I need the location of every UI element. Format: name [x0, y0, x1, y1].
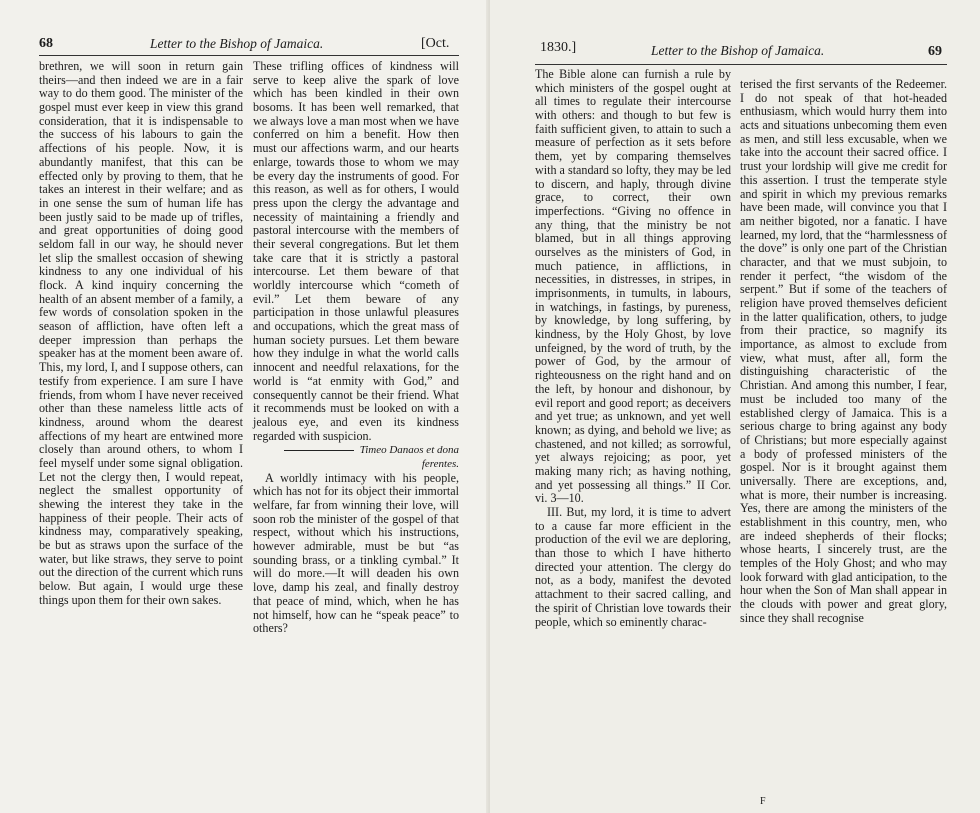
- header-rule: [39, 55, 459, 56]
- quote-text: Timeo Danaos et dona ferentes.: [359, 444, 459, 470]
- paragraph: terised the first servants of the Redeemer. I do not speak of that hot-headed enthusiasm, which would hurry them into acts and situations unbecoming them even as men, and still less excusable, when we take into the account their sacred office. I trust your lordship will give me credit for this assertion. I trust the temperate style and spirit in which my previous remarks have been made, will convince you that I am neither bigoted, nor a fanatic. I have learned, my lord, that the “harmlessness of the dove” is only one part of the Christian character, and that we must subjoin, to render it perfect, “the wisdom of the serpent.” But if some of the teachers of religion have proved themselves deficient in the latter qualification, others, to judge from their practice, so magnify its importance, as almost to exclude from view, what must, after all, form the distinguishing characteristic of the Christian. And among this number, I fear, must be included too many of the established clergy of Jamaica. This is a serious charge to bring against any body of Christians; but more especially against a body of professed ministers of the gospel. Nor is it brought against them universally. There are exceptions, and, what is more, their number is increasing. Yes, there are among the ministers of the establishment in this country, men, who are indeed shepherds of their flocks; whose hearts, I sincerely trust, are the temples of the Holy Ghost; and who may look forward with glad anticipation, to the hour when the Son of Man shall appear in the clouds with power and great glory, since they shall recognise: [740, 77, 947, 625]
- paragraph: A worldly intimacy with his people, which has not for its object their immortal welfare, far from winning their love, will soon rob the minister of the gospel of that respect, without which his instructions, however admirable, must be but “as sounding brass, or a tinkling cymbal.” It will do more.—It will deaden his own love, damp his zeal, and finally destroy that peace of mind, which, when he has not himself, how can he “speak peace” to others?: [253, 470, 459, 636]
- paragraph: These trifling offices of kindness will serve to keep alive the spark of love which has been kindled in their own bosoms. It has been well remarked, that we always love a man most when we have conferred on him a benefit. How then must our affections warm, and our hearts enlarge, towards those to whom we may be every day the instruments of good. For this reason, as well as for others, I would press upon the clergy the advantage and necessity of maintaining a friendly and pastoral intercourse with the members of their several congregations. But let them take care that it is strictly a pastoral intercourse. Let them beware of that worldly intercourse which “cometh of evil.” Let them beware of any participation in those unlawful pleasures and occupations, which the great mass of human society pursues. Let them beware how they indulge in what the world calls innocent and needful relaxations, for the world is “at enmity with God,” and consequently cannot be their friend. What it recommends must be looked on with a jealous eye, and even its kindness regarded with suspicion.: [253, 59, 459, 443]
- running-title: Letter to the Bishop of Jamaica.: [150, 36, 324, 51]
- left-page-column-2: [253, 60, 459, 636]
- header-rule: [535, 64, 947, 65]
- right-page-header: [490, 34, 980, 59]
- running-title: Letter to the Bishop of Jamaica.: [651, 43, 825, 58]
- page-number: 69: [928, 44, 942, 59]
- latin-quotation: [253, 444, 459, 471]
- paragraph: The Bible alone can furnish a rule by which ministers of the gospel ought at all times to regulate their intercourse with others: and though to but few is faith sufficient given, to attain to such a measure of perfection as it sets before them, yet by comparing themselves with a standard so lofty, they may be led to discern, and haply, through divine grace, to correct, their own imperfections. “Giving no offence in any thing, that the ministry be not blamed, but in all things approving ourselves as the ministers of God, in much patience, in afflictions, in necessities, in distresses, in stripes, in imprisonments, in tumults, in labours, in watchings, in fastings, by pureness, by knowledge, by long suffering, by kindness, by the Holy Ghost, by love unfeigned, by the word of truth, by the power of God, by the armour of righteousness on the right hand and on the left, by honour and dishonour, by evil report and good report; as deceivers and yet true; as unknown, and yet well known; as dying, and behold we live; as chastened, and not killed; as sorrowful, yet always rejoicing; as poor, yet making many rich; as having nothing, and yet possessing all things.” II Cor. vi. 3—10.: [535, 67, 731, 506]
- right-page-column-1: [535, 68, 731, 629]
- running-date: [Oct.: [421, 36, 450, 51]
- left-page-header: [0, 34, 490, 54]
- paragraph: brethren, we will soon in return gain theirs—and then indeed we are in a fair way to do them good. The minister of the gospel must ever keep in view this grand consideration, that it is indispensable to the success of his labours to gain the affections of his people. Now, it is abundantly manifest, that this can be effected only by proving to them, that he takes an interest in their welfare; and as in one sense the sum of human life has been justly said to be made up of trifles, and great opportunities of doing good seldom fall in our way, he should never let slip the smallest occasion of shewing kindness to any one individual of his flock. A kind inquiry concerning the health of an absent member of a family, a few words of consolation spoken in the season of affliction, have often left a deeper impression than perhaps the speaker has at the moment been aware of. This, my lord, I, and I suppose others, can testify from experience. I am sure I have friends, from whom I have never received other than these nameless little acts of kindness, around whom the dearest affections of my heart are entwined more closely than around others, to whom I feel myself under some signal obligation. Let not the clergy then, I would repeat, neglect the smallest opportunity of shewing the interest they take in the happiness of their people. Their acts of kindness may, comparatively speaking, be but as straws upon the surface of the water, but like straws, they serve to point out the direction of the current which runs below. But again, I would urge these things upon them for their own sakes.: [39, 59, 243, 607]
- page-number: 68: [39, 36, 53, 51]
- right-page-column-2: [740, 78, 947, 626]
- signature-mark: F: [760, 796, 766, 807]
- quote-dash: [284, 450, 354, 451]
- left-page-column-1: [39, 60, 243, 608]
- running-date: 1830.]: [540, 40, 577, 55]
- paragraph: III. But, my lord, it is time to advert to a cause far more efficient in the production of the evil we are deploring, than those to which I have hitherto directed your attention. The clergy do not, as a body, manifest the devoted attachment to their sacred calling, and the spirit of Christian love towards their people, which so eminently charac-: [535, 505, 731, 629]
- right-page: [490, 0, 980, 813]
